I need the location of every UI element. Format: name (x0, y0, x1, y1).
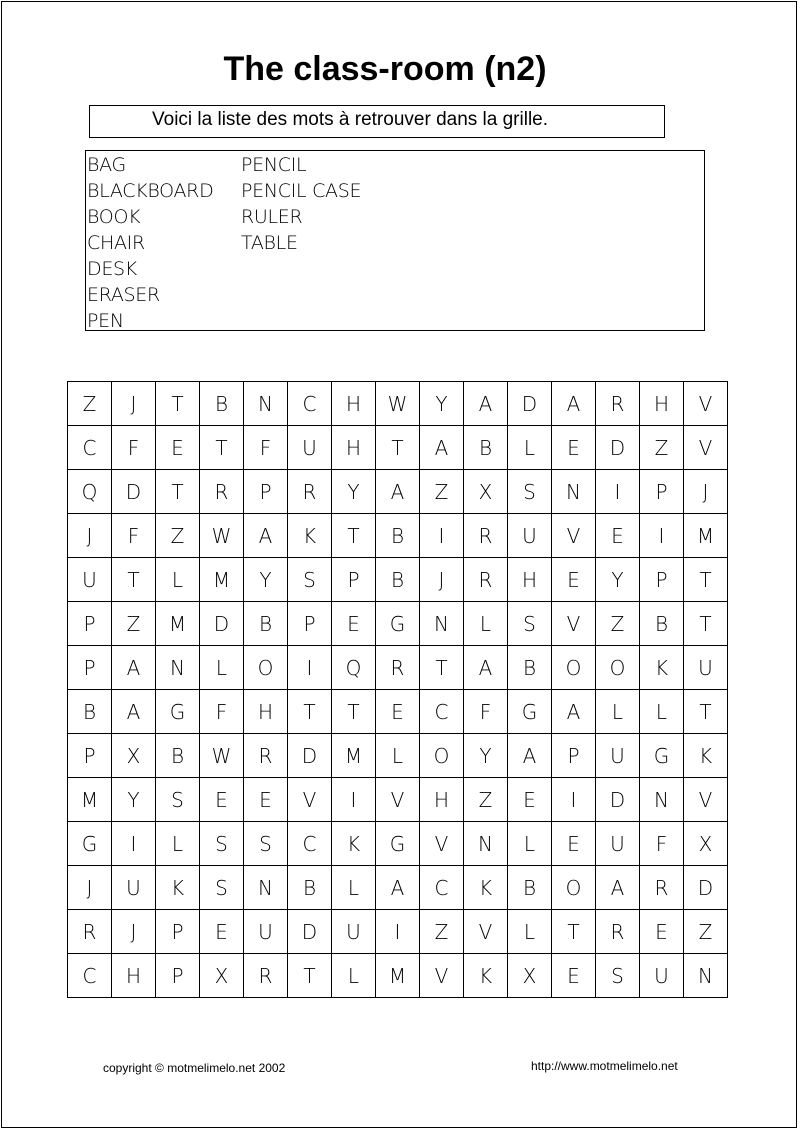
grid-cell: E (200, 778, 244, 822)
grid-cell: B (288, 866, 332, 910)
grid-cell: K (464, 954, 508, 998)
grid-cell: V (552, 602, 596, 646)
grid-cell: L (508, 910, 552, 954)
grid-cell: A (112, 646, 156, 690)
grid-cell: I (288, 646, 332, 690)
grid-cell: R (596, 382, 640, 426)
grid-cell: A (464, 382, 508, 426)
grid-cell: A (464, 646, 508, 690)
word-item: PENCIL (241, 154, 307, 176)
grid-cell: Z (420, 470, 464, 514)
grid-cell: T (684, 602, 728, 646)
grid-cell: B (156, 734, 200, 778)
grid-cell: I (332, 778, 376, 822)
word-item: CHAIR (87, 232, 145, 254)
grid-cell: N (640, 778, 684, 822)
grid-cell: I (376, 910, 420, 954)
grid-cell: K (640, 646, 684, 690)
grid-cell: D (508, 382, 552, 426)
grid-cell: T (332, 690, 376, 734)
grid-cell: R (200, 470, 244, 514)
grid-cell: S (200, 822, 244, 866)
grid-cell: B (244, 602, 288, 646)
grid-cell: H (508, 558, 552, 602)
grid-cell: N (420, 602, 464, 646)
grid-cell: L (156, 822, 200, 866)
grid-cell: T (288, 954, 332, 998)
grid-cell: L (508, 426, 552, 470)
grid-cell: G (68, 822, 112, 866)
grid-cell: A (596, 866, 640, 910)
grid-cell: X (112, 734, 156, 778)
grid-cell: P (640, 558, 684, 602)
grid-cell: T (332, 514, 376, 558)
grid-cell: P (244, 470, 288, 514)
grid-cell: B (376, 558, 420, 602)
grid-cell: N (684, 954, 728, 998)
grid-cell: C (288, 822, 332, 866)
grid-cell: J (68, 514, 112, 558)
grid-cell: B (508, 646, 552, 690)
grid-cell: T (112, 558, 156, 602)
grid-cell: I (420, 514, 464, 558)
grid-cell: N (244, 382, 288, 426)
grid-cell: V (288, 778, 332, 822)
grid-cell: E (552, 558, 596, 602)
grid-cell: F (464, 690, 508, 734)
grid-cell: M (68, 778, 112, 822)
grid-cell: S (288, 558, 332, 602)
grid-cell: A (552, 690, 596, 734)
grid-cell: F (112, 426, 156, 470)
grid-cell: I (112, 822, 156, 866)
word-list-box (85, 150, 705, 331)
grid-cell: R (68, 910, 112, 954)
grid-cell: T (200, 426, 244, 470)
grid-cell: E (200, 910, 244, 954)
grid-cell: O (244, 646, 288, 690)
grid-cell: K (156, 866, 200, 910)
grid-cell: N (244, 866, 288, 910)
grid-cell: W (200, 514, 244, 558)
grid-cell: U (68, 558, 112, 602)
grid-cell: B (464, 426, 508, 470)
grid-cell: V (420, 954, 464, 998)
grid-cell: A (552, 382, 596, 426)
grid-cell: H (420, 778, 464, 822)
grid-cell: M (156, 602, 200, 646)
grid-cell: H (244, 690, 288, 734)
grid-cell: E (552, 954, 596, 998)
grid-cell: Q (332, 646, 376, 690)
grid-cell: K (684, 734, 728, 778)
grid-cell: P (156, 954, 200, 998)
word-item: ERASER (87, 284, 160, 306)
grid-cell: E (332, 602, 376, 646)
grid-cell: V (552, 514, 596, 558)
grid-cell: M (684, 514, 728, 558)
grid-cell: W (200, 734, 244, 778)
letter-grid (67, 381, 728, 998)
grid-cell: T (156, 470, 200, 514)
grid-cell: R (640, 866, 684, 910)
grid-cell: Z (156, 514, 200, 558)
grid-cell: H (112, 954, 156, 998)
grid-cell: U (288, 426, 332, 470)
grid-cell: P (68, 734, 112, 778)
grid-cell: L (332, 954, 376, 998)
grid-cell: N (464, 822, 508, 866)
grid-cell: Y (112, 778, 156, 822)
grid-cell: T (552, 910, 596, 954)
grid-cell: C (68, 954, 112, 998)
instruction-text: Voici la liste des mots à retrouver dans la grille. (152, 109, 549, 130)
grid-cell: V (464, 910, 508, 954)
grid-cell: P (552, 734, 596, 778)
grid-cell: C (420, 690, 464, 734)
grid-cell: P (288, 602, 332, 646)
grid-cell: U (640, 954, 684, 998)
grid-cell: J (112, 910, 156, 954)
grid-cell: M (200, 558, 244, 602)
grid-cell: O (552, 646, 596, 690)
grid-cell: V (684, 778, 728, 822)
grid-cell: V (684, 426, 728, 470)
word-item: BOOK (87, 206, 141, 228)
word-item: TABLE (241, 232, 298, 254)
grid-cell: R (244, 734, 288, 778)
grid-cell: I (552, 778, 596, 822)
grid-cell: B (200, 382, 244, 426)
grid-cell: D (200, 602, 244, 646)
grid-cell: S (508, 602, 552, 646)
instruction-box (89, 105, 665, 138)
grid-cell: I (640, 514, 684, 558)
grid-cell: T (156, 382, 200, 426)
word-item: BAG (87, 154, 126, 176)
grid-cell: Q (68, 470, 112, 514)
grid-cell: L (464, 602, 508, 646)
grid-cell: O (552, 866, 596, 910)
site-url: http://www.motmelimelo.net (531, 1059, 678, 1073)
grid-cell: A (244, 514, 288, 558)
grid-cell: G (376, 602, 420, 646)
grid-cell: L (376, 734, 420, 778)
grid-cell: H (332, 382, 376, 426)
grid-cell: T (288, 690, 332, 734)
grid-cell: Y (596, 558, 640, 602)
grid-cell: A (112, 690, 156, 734)
grid-cell: X (464, 470, 508, 514)
grid-cell: E (640, 910, 684, 954)
grid-cell: R (244, 954, 288, 998)
grid-cell: U (596, 734, 640, 778)
grid-cell: D (288, 734, 332, 778)
grid-cell: T (420, 646, 464, 690)
grid-cell: A (508, 734, 552, 778)
grid-cell: V (376, 778, 420, 822)
grid-cell: H (332, 426, 376, 470)
grid-cell: U (332, 910, 376, 954)
word-item: DESK (87, 258, 137, 280)
grid-cell: E (552, 426, 596, 470)
grid-cell: X (684, 822, 728, 866)
grid-cell: U (112, 866, 156, 910)
page-title: The class-room (n2) (223, 50, 547, 88)
word-item: RULER (241, 206, 303, 228)
grid-cell: B (508, 866, 552, 910)
grid-cell: P (156, 910, 200, 954)
grid-cell: E (596, 514, 640, 558)
grid-cell: O (596, 646, 640, 690)
grid-cell: J (684, 470, 728, 514)
grid-cell: S (596, 954, 640, 998)
grid-cell: R (596, 910, 640, 954)
grid-cell: F (112, 514, 156, 558)
grid-cell: M (376, 954, 420, 998)
grid-cell: L (640, 690, 684, 734)
grid-cell: N (552, 470, 596, 514)
grid-cell: T (376, 426, 420, 470)
grid-cell: U (244, 910, 288, 954)
grid-cell: D (684, 866, 728, 910)
grid-cell: H (640, 382, 684, 426)
grid-cell: E (508, 778, 552, 822)
grid-cell: U (684, 646, 728, 690)
grid-cell: Y (464, 734, 508, 778)
copyright-text: copyright © motmelimelo.net 2002 (103, 1061, 286, 1075)
grid-cell: P (332, 558, 376, 602)
grid-cell: A (420, 426, 464, 470)
grid-cell: L (596, 690, 640, 734)
word-item: PEN (87, 310, 124, 332)
grid-cell: D (288, 910, 332, 954)
grid-cell: U (596, 822, 640, 866)
grid-cell: E (244, 778, 288, 822)
grid-cell: Z (464, 778, 508, 822)
grid-cell: F (244, 426, 288, 470)
grid-cell: J (112, 382, 156, 426)
grid-cell: G (640, 734, 684, 778)
grid-cell: P (640, 470, 684, 514)
word-item: BLACKBOARD (87, 180, 214, 202)
grid-cell: D (596, 426, 640, 470)
grid-cell: I (596, 470, 640, 514)
grid-cell: F (640, 822, 684, 866)
grid-cell: G (156, 690, 200, 734)
grid-cell: X (200, 954, 244, 998)
grid-cell: V (420, 822, 464, 866)
grid-cell: Y (420, 382, 464, 426)
grid-cell: D (112, 470, 156, 514)
grid-cell: D (596, 778, 640, 822)
grid-cell: E (156, 426, 200, 470)
grid-cell: A (376, 866, 420, 910)
grid-cell: E (552, 822, 596, 866)
grid-cell: F (200, 690, 244, 734)
grid-cell: Z (640, 426, 684, 470)
grid-cell: T (684, 690, 728, 734)
grid-cell: O (420, 734, 464, 778)
grid-cell: X (508, 954, 552, 998)
grid-cell: C (68, 426, 112, 470)
grid-cell: V (684, 382, 728, 426)
word-list-column-2 (241, 152, 361, 256)
grid-cell: S (156, 778, 200, 822)
grid-cell: C (288, 382, 332, 426)
grid-cell: M (332, 734, 376, 778)
grid-cell: A (376, 470, 420, 514)
grid-cell: Z (112, 602, 156, 646)
grid-cell: P (68, 646, 112, 690)
grid-cell: K (288, 514, 332, 558)
grid-cell: B (68, 690, 112, 734)
grid-cell: L (156, 558, 200, 602)
grid-cell: G (376, 822, 420, 866)
grid-cell: E (376, 690, 420, 734)
word-item: PENCIL CASE (241, 180, 362, 202)
grid-cell: B (640, 602, 684, 646)
word-list-column-1 (87, 152, 213, 334)
grid-cell: K (464, 866, 508, 910)
grid-cell: R (376, 646, 420, 690)
grid-cell: Z (420, 910, 464, 954)
grid-cell: L (332, 866, 376, 910)
grid-cell: G (508, 690, 552, 734)
grid-cell: Y (332, 470, 376, 514)
grid-cell: Z (684, 910, 728, 954)
grid-cell: S (200, 866, 244, 910)
grid-cell: R (464, 558, 508, 602)
grid-cell: R (464, 514, 508, 558)
grid-cell: Z (68, 382, 112, 426)
grid-cell: B (376, 514, 420, 558)
grid-cell: W (376, 382, 420, 426)
grid-cell: J (68, 866, 112, 910)
grid-cell: U (508, 514, 552, 558)
grid-cell: Y (244, 558, 288, 602)
grid-cell: S (508, 470, 552, 514)
grid-cell: L (200, 646, 244, 690)
grid-cell: R (288, 470, 332, 514)
grid-cell: K (332, 822, 376, 866)
grid-cell: Z (596, 602, 640, 646)
grid-cell: P (68, 602, 112, 646)
grid-cell: S (244, 822, 288, 866)
grid-cell: C (420, 866, 464, 910)
grid-cell: T (684, 558, 728, 602)
grid-cell: N (156, 646, 200, 690)
grid-cell: J (420, 558, 464, 602)
grid-cell: L (508, 822, 552, 866)
